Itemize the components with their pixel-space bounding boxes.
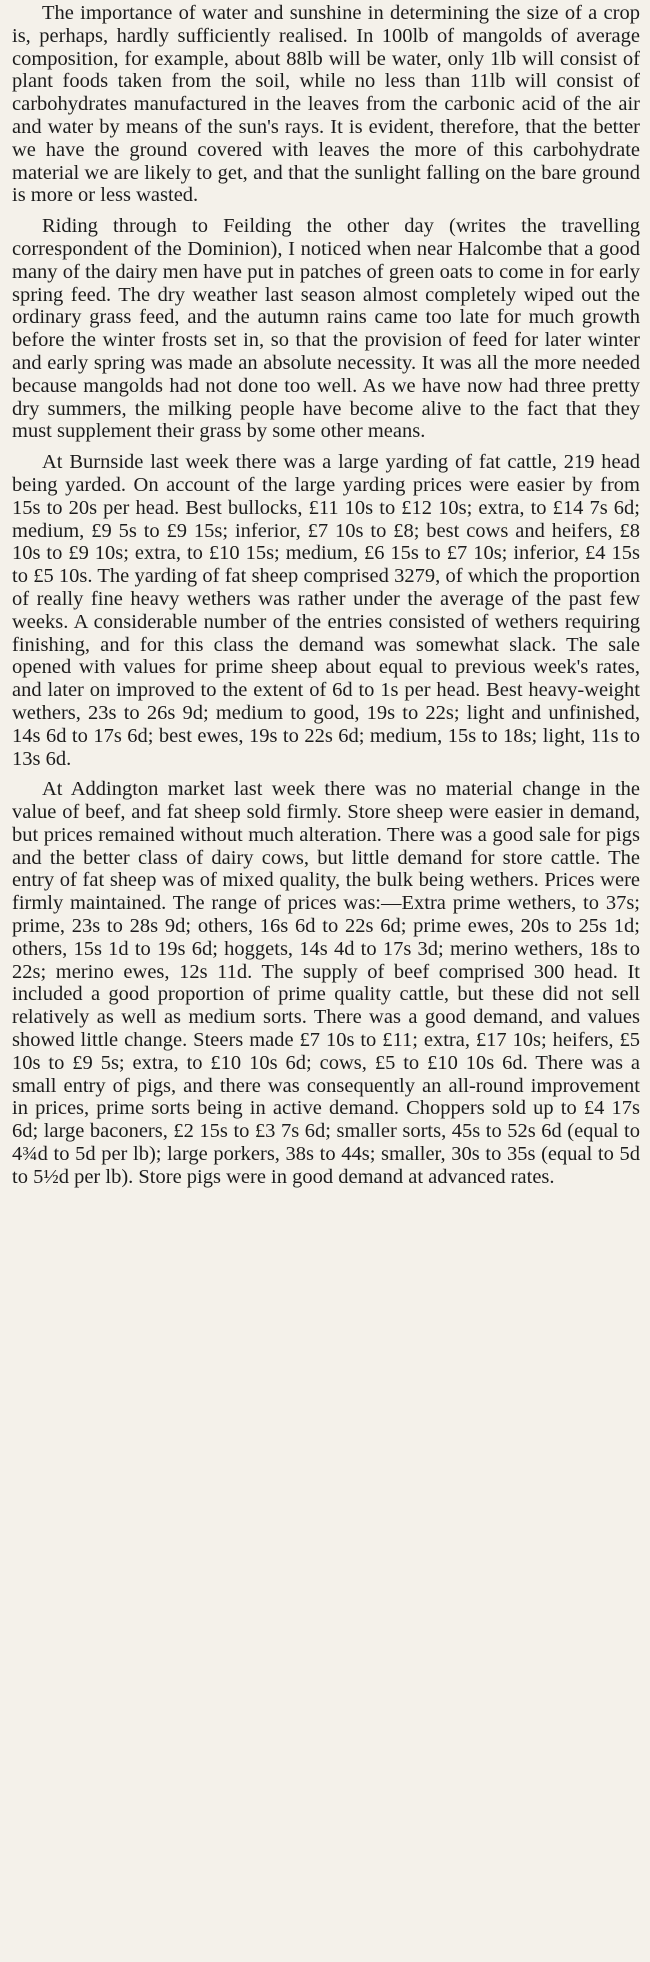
paragraph-feilding-green-oats: Riding through to Feilding the other day (writes the travelling correspondent of the Dominion), I noticed when near Halcombe that a good many of the dairy men have put in patches of green oats to come in for early spring feed. The dry weather last season almost completely wiped out the ordinary grass feed, and the autumn rains came too late for much growth before the winter frosts set in, so that the provision of feed for later winter and early spring was made an absolute necessity. It was all the more needed because mangolds had not done too well. As we have now had three pretty dry summers, the milking people have become alive to the fact that they must supplement their grass by some other means. (12, 215, 640, 443)
paragraph-crop-water-sunshine: The importance of water and sunshine in determining the size of a crop is, perhaps, hardly sufficiently realised. In 100lb of mangolds of average composition, for example, about 88lb will be water, only 1lb will consist of plant foods taken from the soil, while no less than 11lb will consist of carbohydrates manufactured in the leaves from the carbonic acid of the air and water by means of the sun's rays. It is evident, therefore, that the better we have the ground covered with leaves the more of this carbohydrate material we are likely to get, and that the sunlight falling on the bare ground is more or less wasted. (12, 2, 640, 207)
paragraph-addington-market: At Addington market last week there was no material change in the value of beef, and fat sheep sold firmly. Store sheep were easier in demand, but prices remained without much alteration. There was a good sale for pigs and the better class of dairy cows, but little demand for store cattle. The entry of fat sheep was of mixed quality, the bulk being wethers. Prices were firmly maintained. The range of prices was:—Extra prime wethers, to 37s; prime, 23s to 28s 9d; others, 16s 6d to 22s 6d; prime ewes, 20s to 25s 1d; others, 15s 1d to 19s 6d; hoggets, 14s 4d to 17s 3d; merino wethers, 18s to 22s; merino ewes, 12s 11d. The supply of beef comprised 300 head. It included a good proportion of prime quality cattle, but these did not sell relatively as well as medium sorts. There was a good demand, and values showed little change. Steers made £7 10s to £11; extra, £17 10s; heifers, £5 10s to £9 5s; extra, to £10 10s 6d; cows, £5 to £10 10s 6d. There was a small entry of pigs, and there was consequently an all-round improvement in prices, prime sorts being in active demand. Choppers sold up to £4 17s 6d; large baconers, £2 15s to £3 7s 6d; smaller sorts, 45s to 52s 6d (equal to 4¾d to 5d per lb); large porkers, 38s to 44s; smaller, 30s to 35s (equal to 5d to 5½d per lb). Store pigs were in good demand at advanced rates. (12, 778, 640, 1188)
paragraph-burnside-market: At Burnside last week there was a large yarding of fat cattle, 219 head being yarded. On account of the large yarding prices were easier by from 15s to 20s per head. Best bullocks, £11 10s to £12 10s; extra, to £14 7s 6d; medium, £9 5s to £9 15s; inferior, £7 10s to £8; best cows and heifers, £8 10s to £9 10s; extra, to £10 15s; medium, £6 15s to £7 10s; inferior, £4 15s to £5 10s. The yarding of fat sheep comprised 3279, of which the proportion of really fine heavy wethers was rather under the average of the past few weeks. A considerable number of the entries consisted of wethers requiring finishing, and for this class the demand was somewhat slack. The sale opened with values for prime sheep about equal to previous week's rates, and later on improved to the extent of 6d to 1s per head. Best heavy-weight wethers, 23s to 26s 9d; medium to good, 19s to 22s; light and unfinished, 14s 6d to 17s 6d; best ewes, 19s to 22s 6d; medium, 15s to 18s; light, 11s to 13s 6d. (12, 451, 640, 770)
